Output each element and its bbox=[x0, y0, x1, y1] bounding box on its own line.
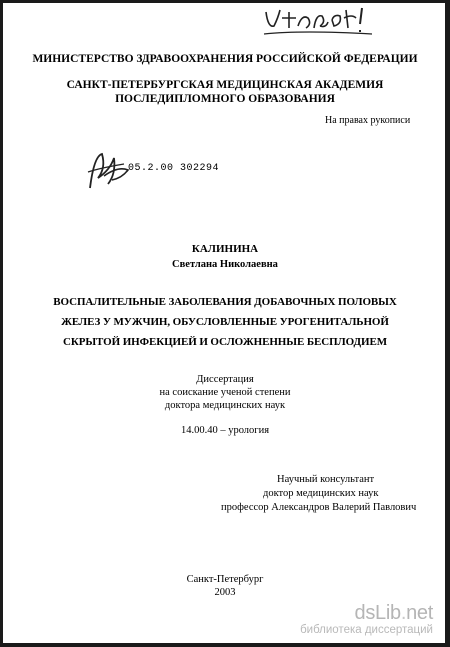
dissertation-type: Диссертация bbox=[196, 374, 254, 385]
degree-sought-line: на соискание ученой степени bbox=[159, 387, 291, 398]
author-surname: КАЛИНИНА bbox=[191, 243, 259, 255]
watermark-logo-tld: net bbox=[406, 602, 433, 624]
watermark-logo bbox=[355, 602, 434, 625]
academy-name-line2: ПОСЛЕДИПЛОМНОГО ОБРАЗОВАНИЯ bbox=[115, 93, 335, 105]
degree-sought-line: доктора медицинских наук bbox=[164, 400, 286, 411]
year: 2003 bbox=[214, 587, 236, 598]
handwritten-signature bbox=[84, 148, 134, 192]
scan-edge-top bbox=[0, 0, 450, 3]
academy-name-line1: САНКТ-ПЕТЕРБУРГСКАЯ МЕДИЦИНСКАЯ АКАДЕМИЯ bbox=[66, 79, 384, 91]
watermark-logo-main: dsLib bbox=[354, 602, 401, 624]
consultant-name: профессор Александров Валерий Павлович bbox=[221, 502, 417, 513]
manuscript-rights-note: На правах рукописи bbox=[325, 115, 411, 126]
thesis-title-line: ЖЕЛЕЗ У МУЖЧИН, ОБУСЛОВЛЕННЫЕ УРОГЕНИТАЛЬНОЙ bbox=[61, 316, 389, 328]
author-name: Светлана Николаевна bbox=[172, 259, 278, 270]
city: Санкт-Петербург bbox=[186, 574, 264, 585]
consultant-degree: доктор медицинских наук bbox=[263, 488, 379, 499]
watermark-subtitle: библиотека диссертаций bbox=[300, 624, 433, 636]
registration-stamp: 05.2.00 302294 bbox=[128, 163, 220, 174]
ministry-name: МИНИСТЕРСТВО ЗДРАВООХРАНЕНИЯ РОССИЙСКОЙ ФЕДЕРАЦИИ bbox=[32, 53, 418, 65]
consultant-heading: Научный консультант bbox=[277, 474, 375, 485]
scan-edge-bottom bbox=[0, 643, 450, 647]
watermark-logo-dot: . bbox=[400, 602, 407, 624]
thesis-title-line: ВОСПАЛИТЕЛЬНЫЕ ЗАБОЛЕВАНИЯ ДОБАВОЧНЫХ ПОЛОВЫХ bbox=[53, 296, 397, 308]
handwritten-approval bbox=[262, 4, 382, 38]
specialty-code: 14.00.40 – урология bbox=[180, 425, 270, 436]
thesis-title-line: СКРЫТОЙ ИНФЕКЦИЕЙ И ОСЛОЖНЕННЫЕ БЕСПЛОДИЕМ bbox=[63, 336, 387, 348]
